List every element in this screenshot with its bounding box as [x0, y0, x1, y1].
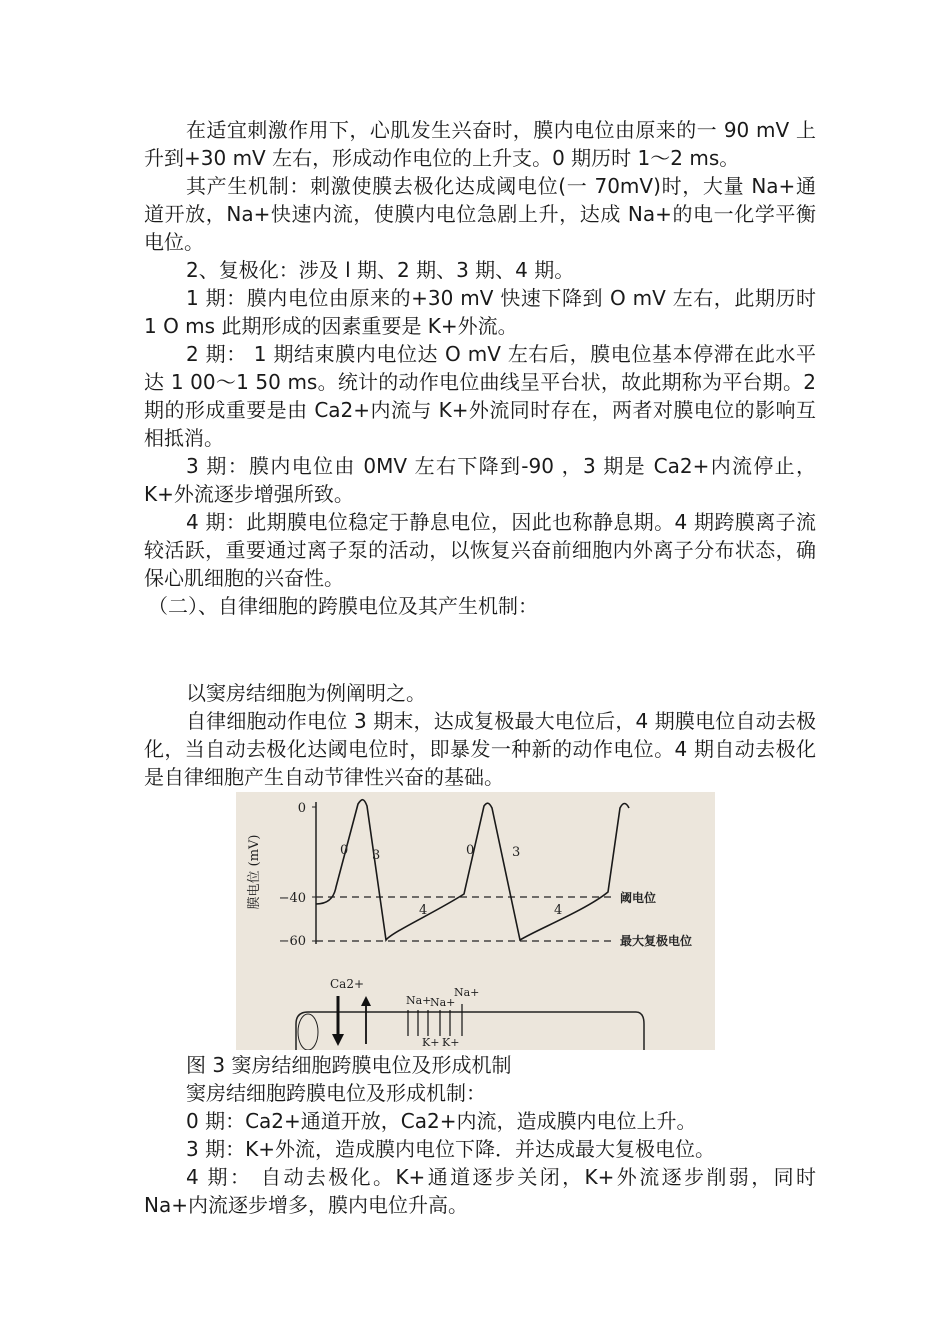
- section-heading: （二）、自律细胞的跨膜电位及其产生机制：: [148, 594, 538, 618]
- phase-label: 3: [372, 848, 381, 863]
- paragraph: 2 期： 1 期结束膜内电位达 O mV 左右后，膜电位基本停滞在此水平达 1 00～1 50 ms。统计的动作电位曲线呈平台状，故此期称为平台期。2 期的形成重要是由 Ca2+内流与 K+外流同时存在，两者对膜电位的影响互相抵消。: [144, 342, 816, 450]
- y-tick-label: −60: [278, 934, 306, 949]
- ion-label: Na+: [406, 994, 432, 1007]
- figure-drawing: [236, 792, 715, 1050]
- phase-label: 4: [419, 903, 428, 918]
- phase-label: 0: [466, 843, 475, 858]
- cell-end: [298, 1014, 318, 1050]
- text-block-mid: [144, 679, 816, 791]
- paragraph: 3 期：膜内电位由 0MV 左右下降到-90 ，3 期是 Ca2+内流停止，K+外流逐步增强所致。: [144, 454, 816, 506]
- phase-label: 3: [512, 845, 521, 860]
- paragraph: 以窦房结细胞为例阐明之。: [186, 681, 426, 705]
- y-tick-label: 0: [297, 801, 306, 816]
- ion-label: K+: [442, 1036, 460, 1049]
- text-block-bottom: [144, 1051, 816, 1219]
- arrow-head: [361, 996, 371, 1006]
- y-tick-label: −40: [278, 891, 306, 906]
- paragraph: 4 期：此期膜电位稳定于静息电位，因此也称静息期。4 期跨膜离子流较活跃，重要通过离子泵的活动，以恢复兴奋前细胞内外离子分布状态，确保心肌细胞的兴奋性。: [144, 510, 816, 590]
- paragraph: 3 期：K+外流，造成膜内电位下降．并达成最大复极电位。: [186, 1137, 715, 1161]
- text-block-top: [144, 116, 816, 620]
- figure-caption: 图 3 窦房结细胞跨膜电位及形成机制: [186, 1053, 512, 1077]
- paragraph: 其产生机制：刺激使膜去极化达成阈电位(一 70mV)时，大量 Na+通道开放，Na+快速内流，使膜内电位急剧上升，达成 Na+的电一化学平衡电位。: [144, 174, 816, 254]
- ion-label: K+: [422, 1036, 440, 1049]
- threshold-label: 阈电位: [620, 891, 657, 905]
- phase-label: 4: [554, 903, 563, 918]
- phase-label: 0: [340, 843, 349, 858]
- paragraph: 1 期：膜内电位由原来的+30 mV 快速下降到 O mV 左右，此期历时 1 O ms 此期形成的因素重要是 K+外流。: [144, 286, 816, 338]
- paragraph: 自律细胞动作电位 3 期末，达成复极最大电位后，4 期膜电位自动去极化，当自动去极化达阈电位时，即暴发一种新的动作电位。4 期自动去极化是自律细胞产生自动节律性兴奋的基础。: [144, 709, 816, 789]
- paragraph: 窦房结细胞跨膜电位及形成机制：: [186, 1081, 486, 1105]
- ion-label: Na+: [454, 986, 480, 999]
- action-potential-curve: [316, 800, 629, 940]
- paragraph: 在适宜刺激作用下，心肌发生兴奋时，膜内电位由原来的一 90 mV 上升到+30 mV 左右，形成动作电位的上升支。0 期历时 1～2 ms。: [144, 118, 816, 170]
- cell-membrane: [296, 1012, 644, 1050]
- y-axis-label: 膜电位 (mV): [247, 834, 262, 910]
- ion-label: Ca2+: [330, 977, 365, 991]
- paragraph: 4 期： 自动去极化。K+通道逐步关闭，K+外流逐步削弱，同时 Na+内流逐步增多，膜内电位升高。: [144, 1165, 816, 1217]
- max-repolarization-label: 最大复极电位: [620, 934, 693, 948]
- figure-sinoatrial-potential: [236, 792, 715, 1050]
- ion-label: Na+: [430, 996, 456, 1009]
- arrow-head: [332, 1034, 344, 1046]
- paragraph: 0 期：Ca2+通道开放，Ca2+内流，造成膜内电位上升。: [186, 1109, 697, 1133]
- paragraph: 2、复极化：涉及 l 期、2 期、3 期、4 期。: [186, 258, 575, 282]
